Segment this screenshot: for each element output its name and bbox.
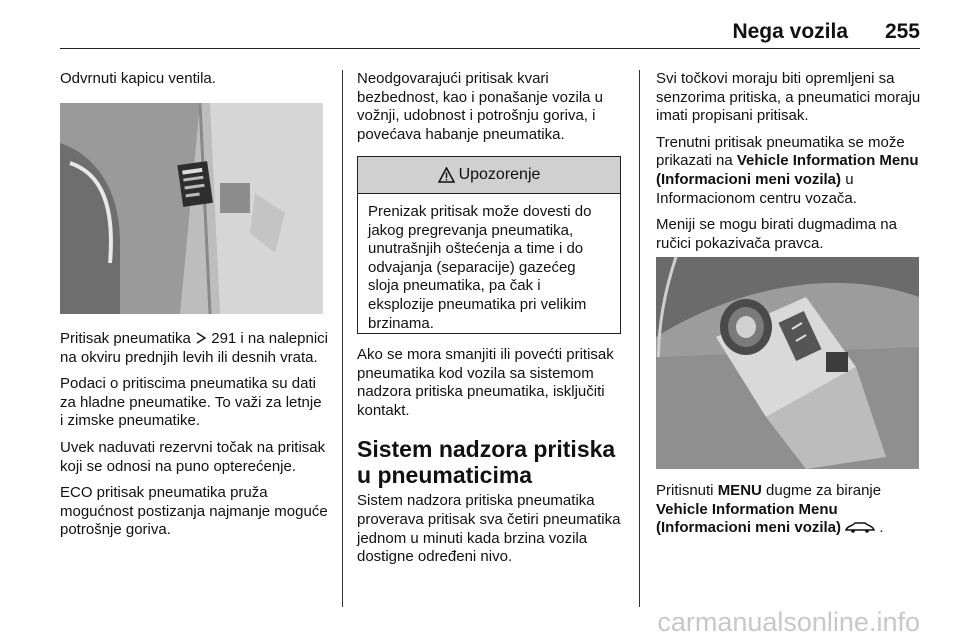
car-icon [845, 521, 875, 533]
section-title: Nega vozila [732, 20, 848, 43]
pressure-paragraph: Pritisak pneumatika 291 i na nalepnici na okviru prednjih levih ili desnih vrata. [60, 330, 328, 366]
sensors-paragraph: Svi točkovi moraju biti opremljeni sa senzorima pritiska, a pneumatici moraju imati propisani pritisak. [656, 70, 921, 125]
ignition-paragraph: Ako se mora smanjiti ili povećti pritisak pneumatika kod vozila sa sistemom nadzora pritiska pneumatika, isključiti kontakt. [357, 346, 614, 419]
column-left [60, 70, 328, 97]
watermark: carmanualsonline.info [657, 607, 920, 637]
door-label-photo [60, 103, 323, 314]
pressure-warning-intro: Neodgovarajući pritisak kvari bezbednost, kao i ponašanje vozila u vožnji, udobnost i potrošnju goriva, i povećava habanje pneumatika. [357, 70, 604, 143]
column-middle-body [357, 346, 625, 575]
cold-tyres-paragraph: Podaci o pritiscima pneumatika su dati za hladne pneumatike. To važi za letnje i zimske pneumatike. [60, 375, 322, 430]
page-header [60, 14, 920, 49]
column-left-body [60, 330, 328, 548]
warning-text: Prenizak pritisak može dovesti do jakog pregrevanja pneumatika, unutrašnjih oštećenja a time i do odvajanja (separacije) gazećeg sloja pneumatika, pa čak i eksplozije pneumatika pri velikim brzinama. [368, 203, 592, 332]
intro-text: Odvrnuti kapicu ventila. [60, 70, 216, 87]
eco-paragraph: ECO pritisak pneumatika pruža mogućnost postizanja najmanje moguće potrošnje goriva. [60, 484, 328, 539]
column-middle [357, 70, 625, 152]
info-display-paragraph: Trenutni pritisak pneumatika se može prikazati na Vehicle Information Menu (Informacioni meni vozila) u Informacionom centru vozača. [656, 133, 919, 207]
warning-title: Upozorenje [458, 166, 541, 183]
column-divider [342, 70, 343, 607]
column-right [656, 70, 924, 261]
page-number: 255 [884, 20, 920, 43]
section-heading: Sistem nadzora pritiska u pneumaticima [357, 436, 616, 489]
column-right-body [656, 482, 924, 546]
menu-button-paragraph: Pritisnuti MENU dugme za biranje Vehicle Information Menu (Informacioni meni vozila) . [656, 482, 884, 537]
spare-wheel-paragraph: Uvek naduvati rezervni točak na pritisak koji se odnosi na puno opterećenje. [60, 438, 326, 475]
monitoring-paragraph: Sistem nadzora pritiska pneumatika proverava pritisak sva četiri pneumatika jednom u minuti kada brzina vozila dostigne određeni nivo. [357, 492, 621, 566]
column-divider [639, 70, 640, 607]
turn-signal-lever-photo [656, 257, 919, 469]
menu-selection-paragraph: Meniji se mogu birati dugmadima na ručici pokazivača pravca. [656, 216, 897, 252]
warning-triangle-icon [438, 167, 455, 183]
arrow-ref-icon [195, 332, 207, 344]
warning-box [357, 156, 621, 334]
warning-header [358, 157, 620, 194]
